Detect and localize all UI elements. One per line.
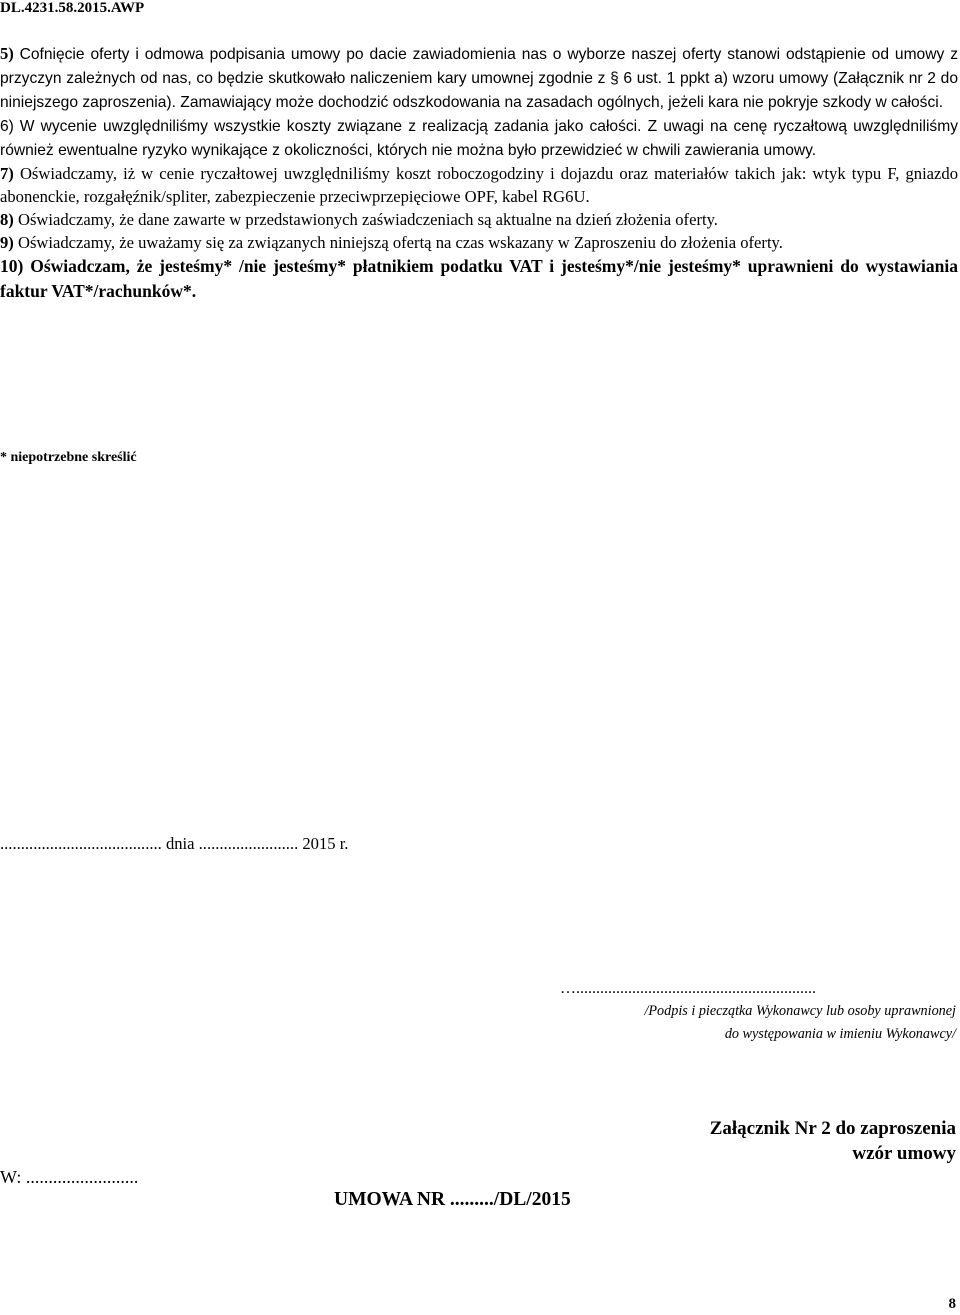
signature-caption-line-1: /Podpis i pieczątka Wykonawcy lub osoby uprawnionej — [644, 1003, 956, 1019]
annex-subtitle: wzór umowy — [852, 1143, 956, 1164]
paragraph-6-text: W wycenie uwzględniliśmy wszystkie koszty związane z realizacją zadania jako całości. Z uwagi na cenę ryczałtową uwzględniliśmy również ewentualne ryzyko wynikające z okoliczności, których nie można było przewidzieć w chwili zawierania umowy. — [0, 118, 958, 159]
paragraph-9 — [0, 231, 958, 254]
paragraph-9-text: Oświadczamy, że uważamy się za związanych niniejszą ofertą na czas wskazany w Zaproszeniu do złożenia oferty. — [17, 233, 783, 252]
paragraph-10-number: 10) — [0, 256, 24, 276]
annex-title: Załącznik Nr 2 do zaproszenia — [709, 1118, 956, 1139]
paragraph-7-text: Oświadczamy, iż w cenie ryczałtowej uwzględniliśmy koszt roboczogodziny i dojazdu oraz materiałów takich jak: wtyk typu F, gniazdo abonenckie, rozgałęźnik/spliter, zabezpieczenie przeciwprzepięciowe OPF, kabel RG6U. — [0, 164, 958, 206]
paragraph-5 — [0, 42, 958, 114]
footnote: * niepotrzebne skreślić — [0, 450, 137, 465]
page-number: 8 — [948, 1296, 956, 1312]
paragraph-10 — [0, 254, 958, 304]
paragraph-8-number: 8) — [0, 210, 14, 229]
signature-line: …............................................................ — [560, 980, 816, 997]
paragraph-8-text: Oświadczamy, że dane zawarte w przedstawionych zaświadczeniach są aktualne na dzień złożenia oferty. — [17, 210, 718, 229]
place-field: W: ......................... — [0, 1167, 139, 1187]
paragraph-9-number: 9) — [0, 233, 14, 252]
paragraph-10-text: Oświadczam, że jesteśmy* /nie jesteśmy* płatnikiem podatku VAT i jesteśmy*/nie jesteśmy* uprawnieni do wystawiania faktur VAT*/rachunków*. — [0, 256, 958, 301]
paragraph-5-text: Cofnięcie oferty i odmowa podpisania umowy po dacie zawiadomienia nas o wyborze naszej oferty stanowi odstąpienie od umowy z przyczyn zależnych od nas, co będzie skutkowało naliczeniem kary umownej zgodnie z § 6 ust. 1 ppkt a) wzoru umowy (Załącznik nr 2 do niniejszego zaproszenia). Zamawiający może dochodzić odszkodowania na zasadach ogólnych, jeżeli kara nie pokryje szkody w całości. — [0, 46, 958, 111]
contract-title: UMOWA NR ........./DL/2015 — [334, 1189, 571, 1210]
paragraph-8 — [0, 208, 958, 231]
paragraph-6-number: 6) — [0, 118, 14, 135]
annex-heading — [710, 1116, 956, 1166]
paragraph-7-number: 7) — [0, 164, 14, 183]
date-line: ....................................... dnia ........................ 2015 r. — [0, 834, 349, 853]
declaration-body — [0, 42, 958, 304]
paragraph-7 — [0, 162, 958, 208]
paragraph-5-number: 5) — [0, 44, 14, 63]
document-reference-code: DL.4231.58.2015.AWP — [0, 0, 145, 16]
paragraph-6 — [0, 114, 958, 162]
signature-caption-line-2: do występowania w imieniu Wykonawcy/ — [724, 1026, 956, 1042]
signature-caption — [536, 1000, 956, 1046]
